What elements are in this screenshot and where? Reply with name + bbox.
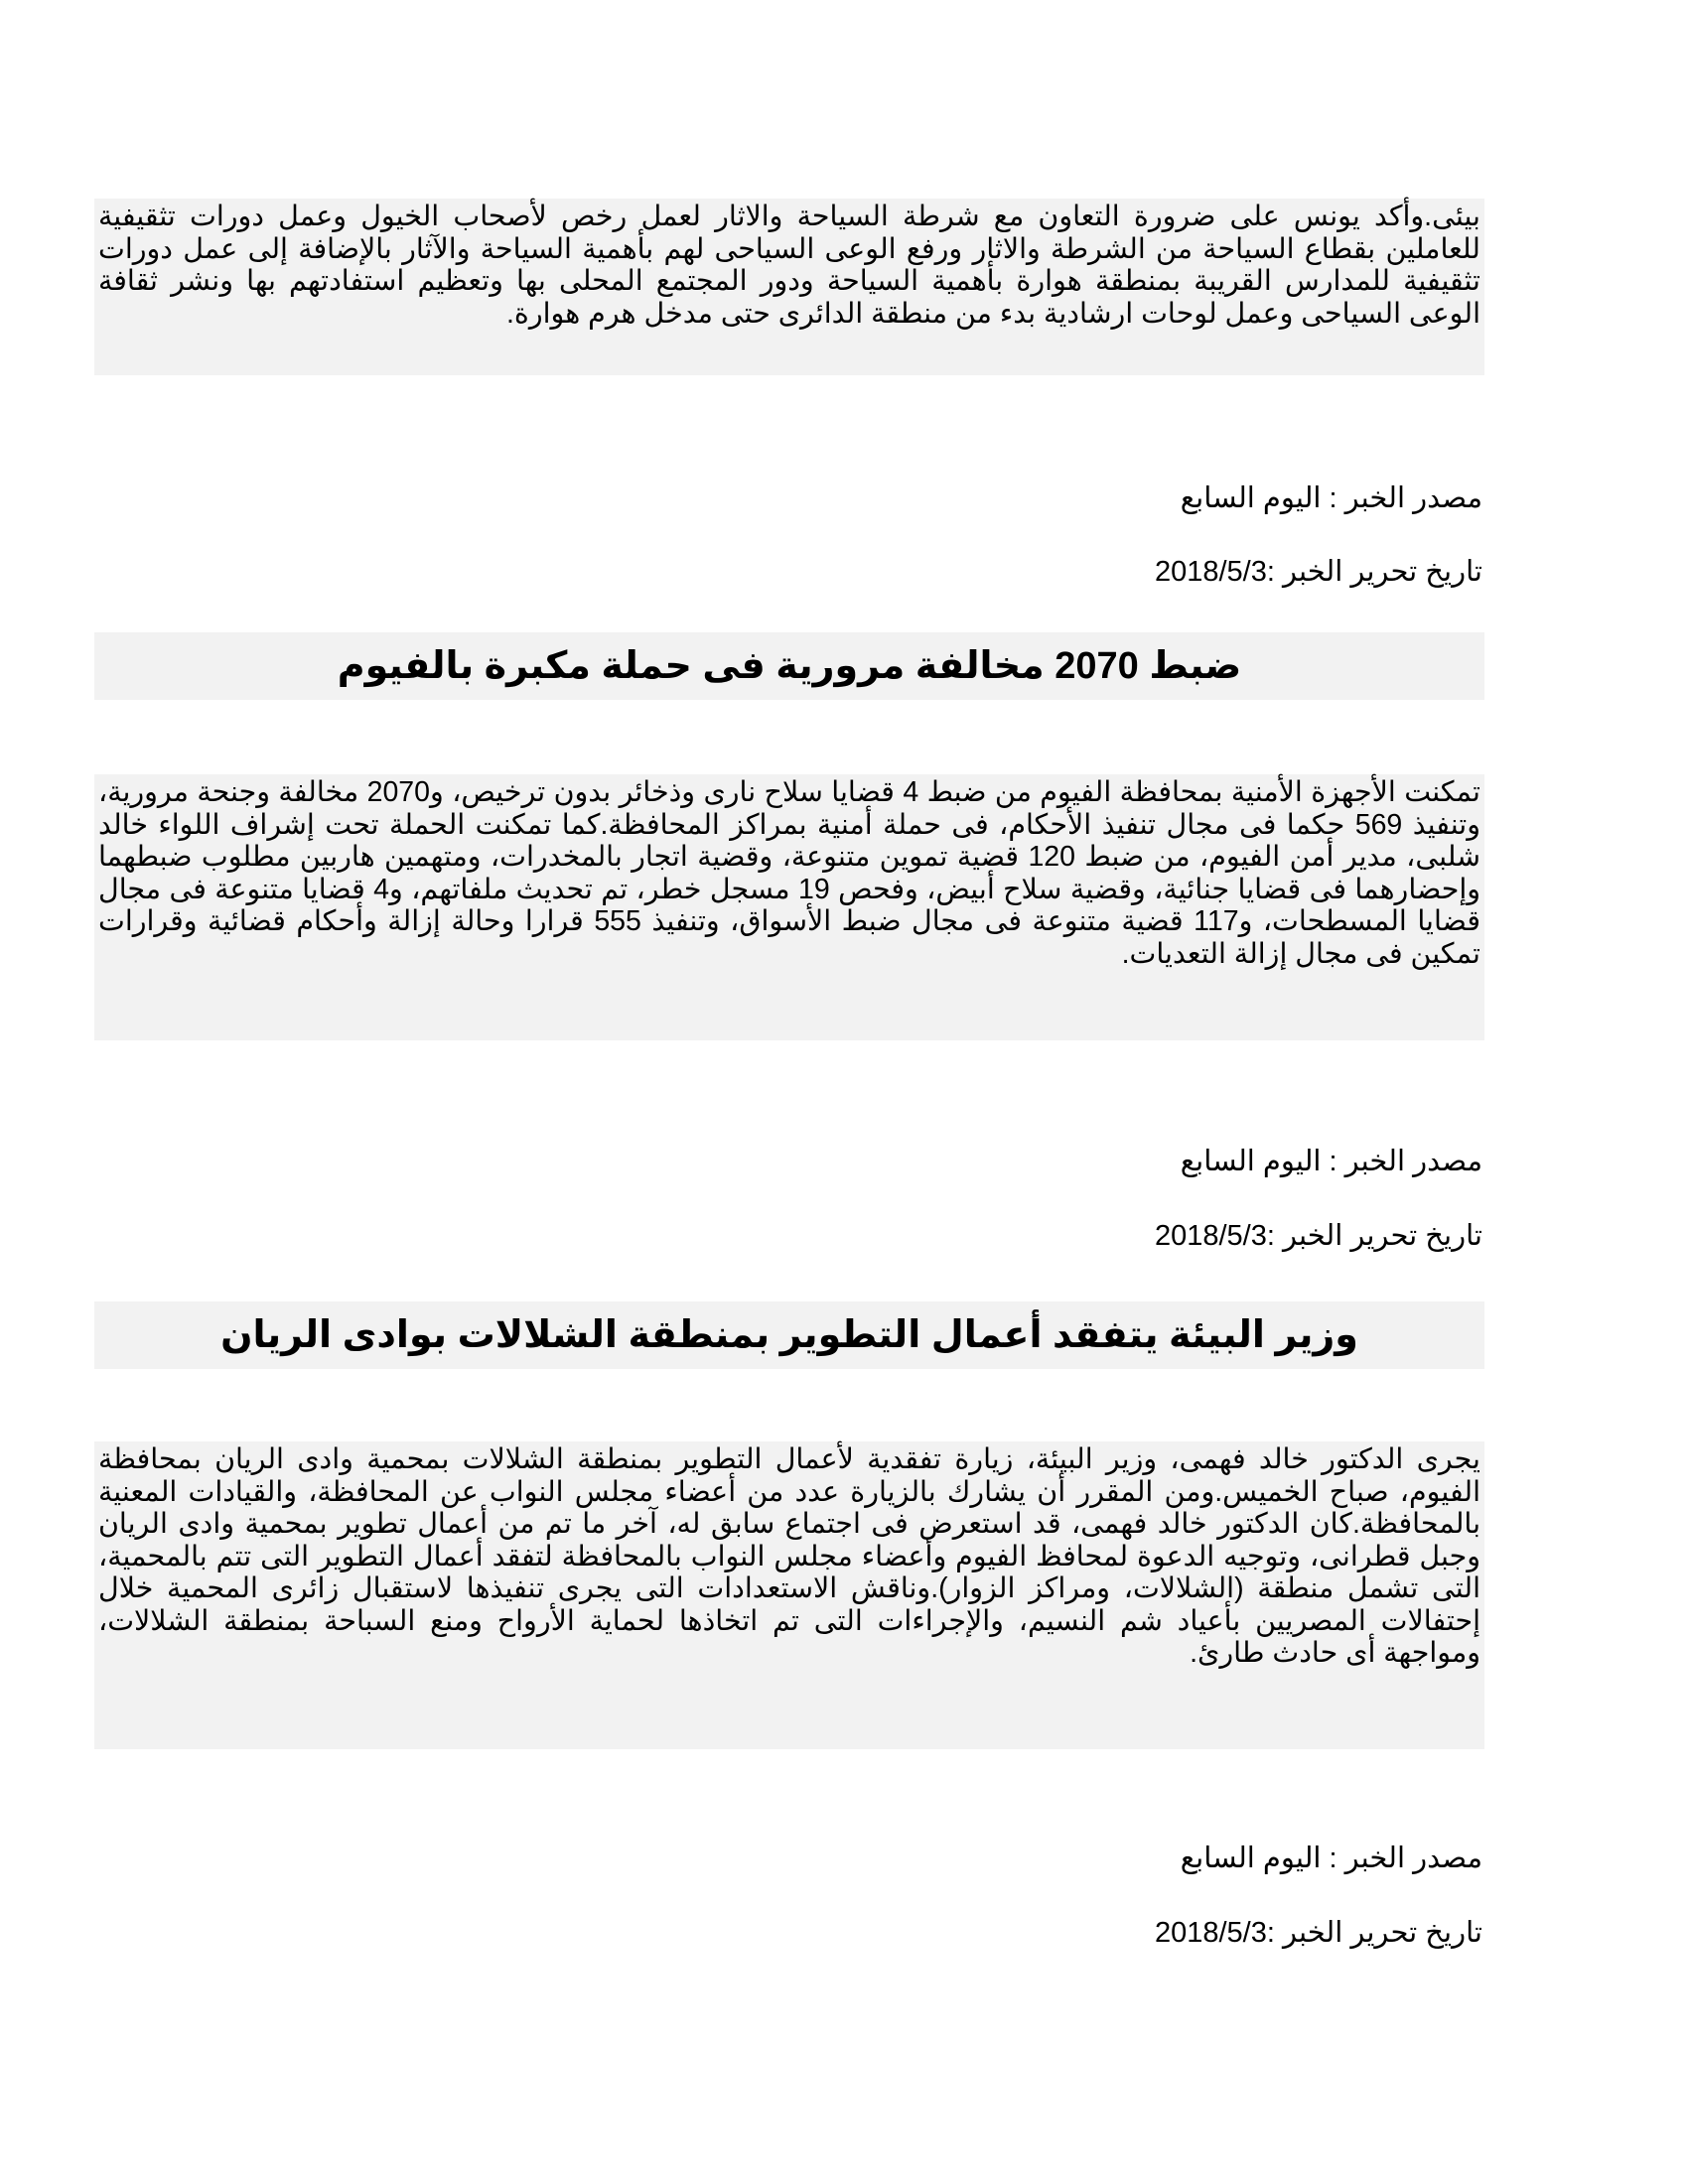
article-3-source: مصدر الخبر : اليوم السابع	[1180, 1843, 1482, 1874]
article-1-source-line	[94, 478, 1484, 518]
article-3-title: وزير البيئة يتفقد أعمال التطوير بمنطقة الشلالات بوادى الريان	[220, 1314, 1358, 1356]
article-3-date: تاريخ تحرير الخبر :2018/5/3	[1154, 1917, 1482, 1949]
article-1-date: تاريخ تحرير الخبر :2018/5/3	[1154, 556, 1482, 588]
article-3-source-line	[94, 1839, 1484, 1878]
article-1-body: بيئى.وأكد يونس على ضرورة التعاون مع شرطة السياحة والاثار لعمل رخص لأصحاب الخيول وعمل دورات تثقيفية للعاملين بقطاع السياحة من الشرطة والاثار ورفع الوعى السياحى لهم بأهمية السياحة والآثار بالإضافة إلى عمل دورات تثقيفية للمدارس القريبة بمنطقة هوارة بأهمية السياحة ودور المجتمع المحلى بها وتعظيم استفادتهم بها ونشر ثقافة الوعى السياحى وعمل لوحات ارشادية بدء من منطقة الدائرى حتى مدخل هرم هوارة.	[98, 201, 1480, 330]
article-2-source: مصدر الخبر : اليوم السابع	[1180, 1146, 1482, 1177]
document-page	[94, 0, 1484, 2184]
article-2-title-box	[94, 632, 1484, 700]
article-3-body: يجرى الدكتور خالد فهمى، وزير البيئة، زيارة تفقدية لأعمال التطوير بمنطقة الشلالات بمحمية وادى الريان بمحافظة الفيوم، صباح الخميس.ومن المقرر أن يشارك بالزيارة عدد من أعضاء مجلس النواب عن المحافظة، والقيادات المعنية بالمحافظة.كان الدكتور خالد فهمى، قد استعرض فى اجتماع سابق له، آخر ما تم من أعمال تطوير بمحمية وادى الريان وجبل قطرانى، وتوجيه الدعوة لمحافظ الفيوم وأعضاء مجلس النواب بالمحافظة لتفقد أعمال التطوير التى تتم بالمحمية، التى تشمل منطقة (الشلالات، ومراكز الزوار).وناقش الاستعدادات التى يجرى تنفيذها لاستقبال زائرى المحمية خلال إحتفالات المصريين بأعياد شم النسيم، والإجراءات التى تم اتخاذها لحماية الأرواح ومنع السباحة بمنطقة الشلالات، ومواجهة أى حادث طارئ.	[98, 1443, 1480, 1669]
article-1-source: مصدر الخبر : اليوم السابع	[1180, 482, 1482, 514]
article-3-body-box	[94, 1441, 1484, 1749]
article-2-source-line	[94, 1142, 1484, 1181]
article-2-title: ضبط 2070 مخالفة مرورية فى حملة مكبرة بالفيوم	[337, 645, 1242, 687]
article-3-title-box	[94, 1301, 1484, 1369]
article-3-date-line	[94, 1913, 1484, 1953]
article-2-date-line	[94, 1216, 1484, 1256]
article-2-body-box	[94, 774, 1484, 1040]
article-2-date: تاريخ تحرير الخبر :2018/5/3	[1154, 1220, 1482, 1252]
article-1-date-line	[94, 552, 1484, 592]
article-2-body: تمكنت الأجهزة الأمنية بمحافظة الفيوم من ضبط 4 قضايا سلاح نارى وذخائر بدون ترخيص، و2070 مخالفة وجنحة مرورية، وتنفيذ 569 حكما فى مجال تنفيذ الأحكام، فى حملة أمنية بمراكز المحافظة.كما تمكنت الحملة تحت إشراف اللواء خالد شلبى، مدير أمن الفيوم، من ضبط 120 قضية تموين متنوعة، وقضية اتجار بالمخدرات، ومتهمين هاربين مطلوب ضبطهما وإحضارهما فى قضايا جنائية، وقضية سلاح أبيض، وفحص 19 مسجل خطر، تم تحديث ملفاتهم، و4 قضايا متنوعة فى مجال قضايا المسطحات، و117 قضية متنوعة فى مجال ضبط الأسواق، وتنفيذ 555 قرارا وحالة إزالة وأحكام قضائية وقرارات تمكين فى مجال إزالة التعديات.	[98, 776, 1481, 970]
article-1-body-box	[94, 199, 1484, 375]
